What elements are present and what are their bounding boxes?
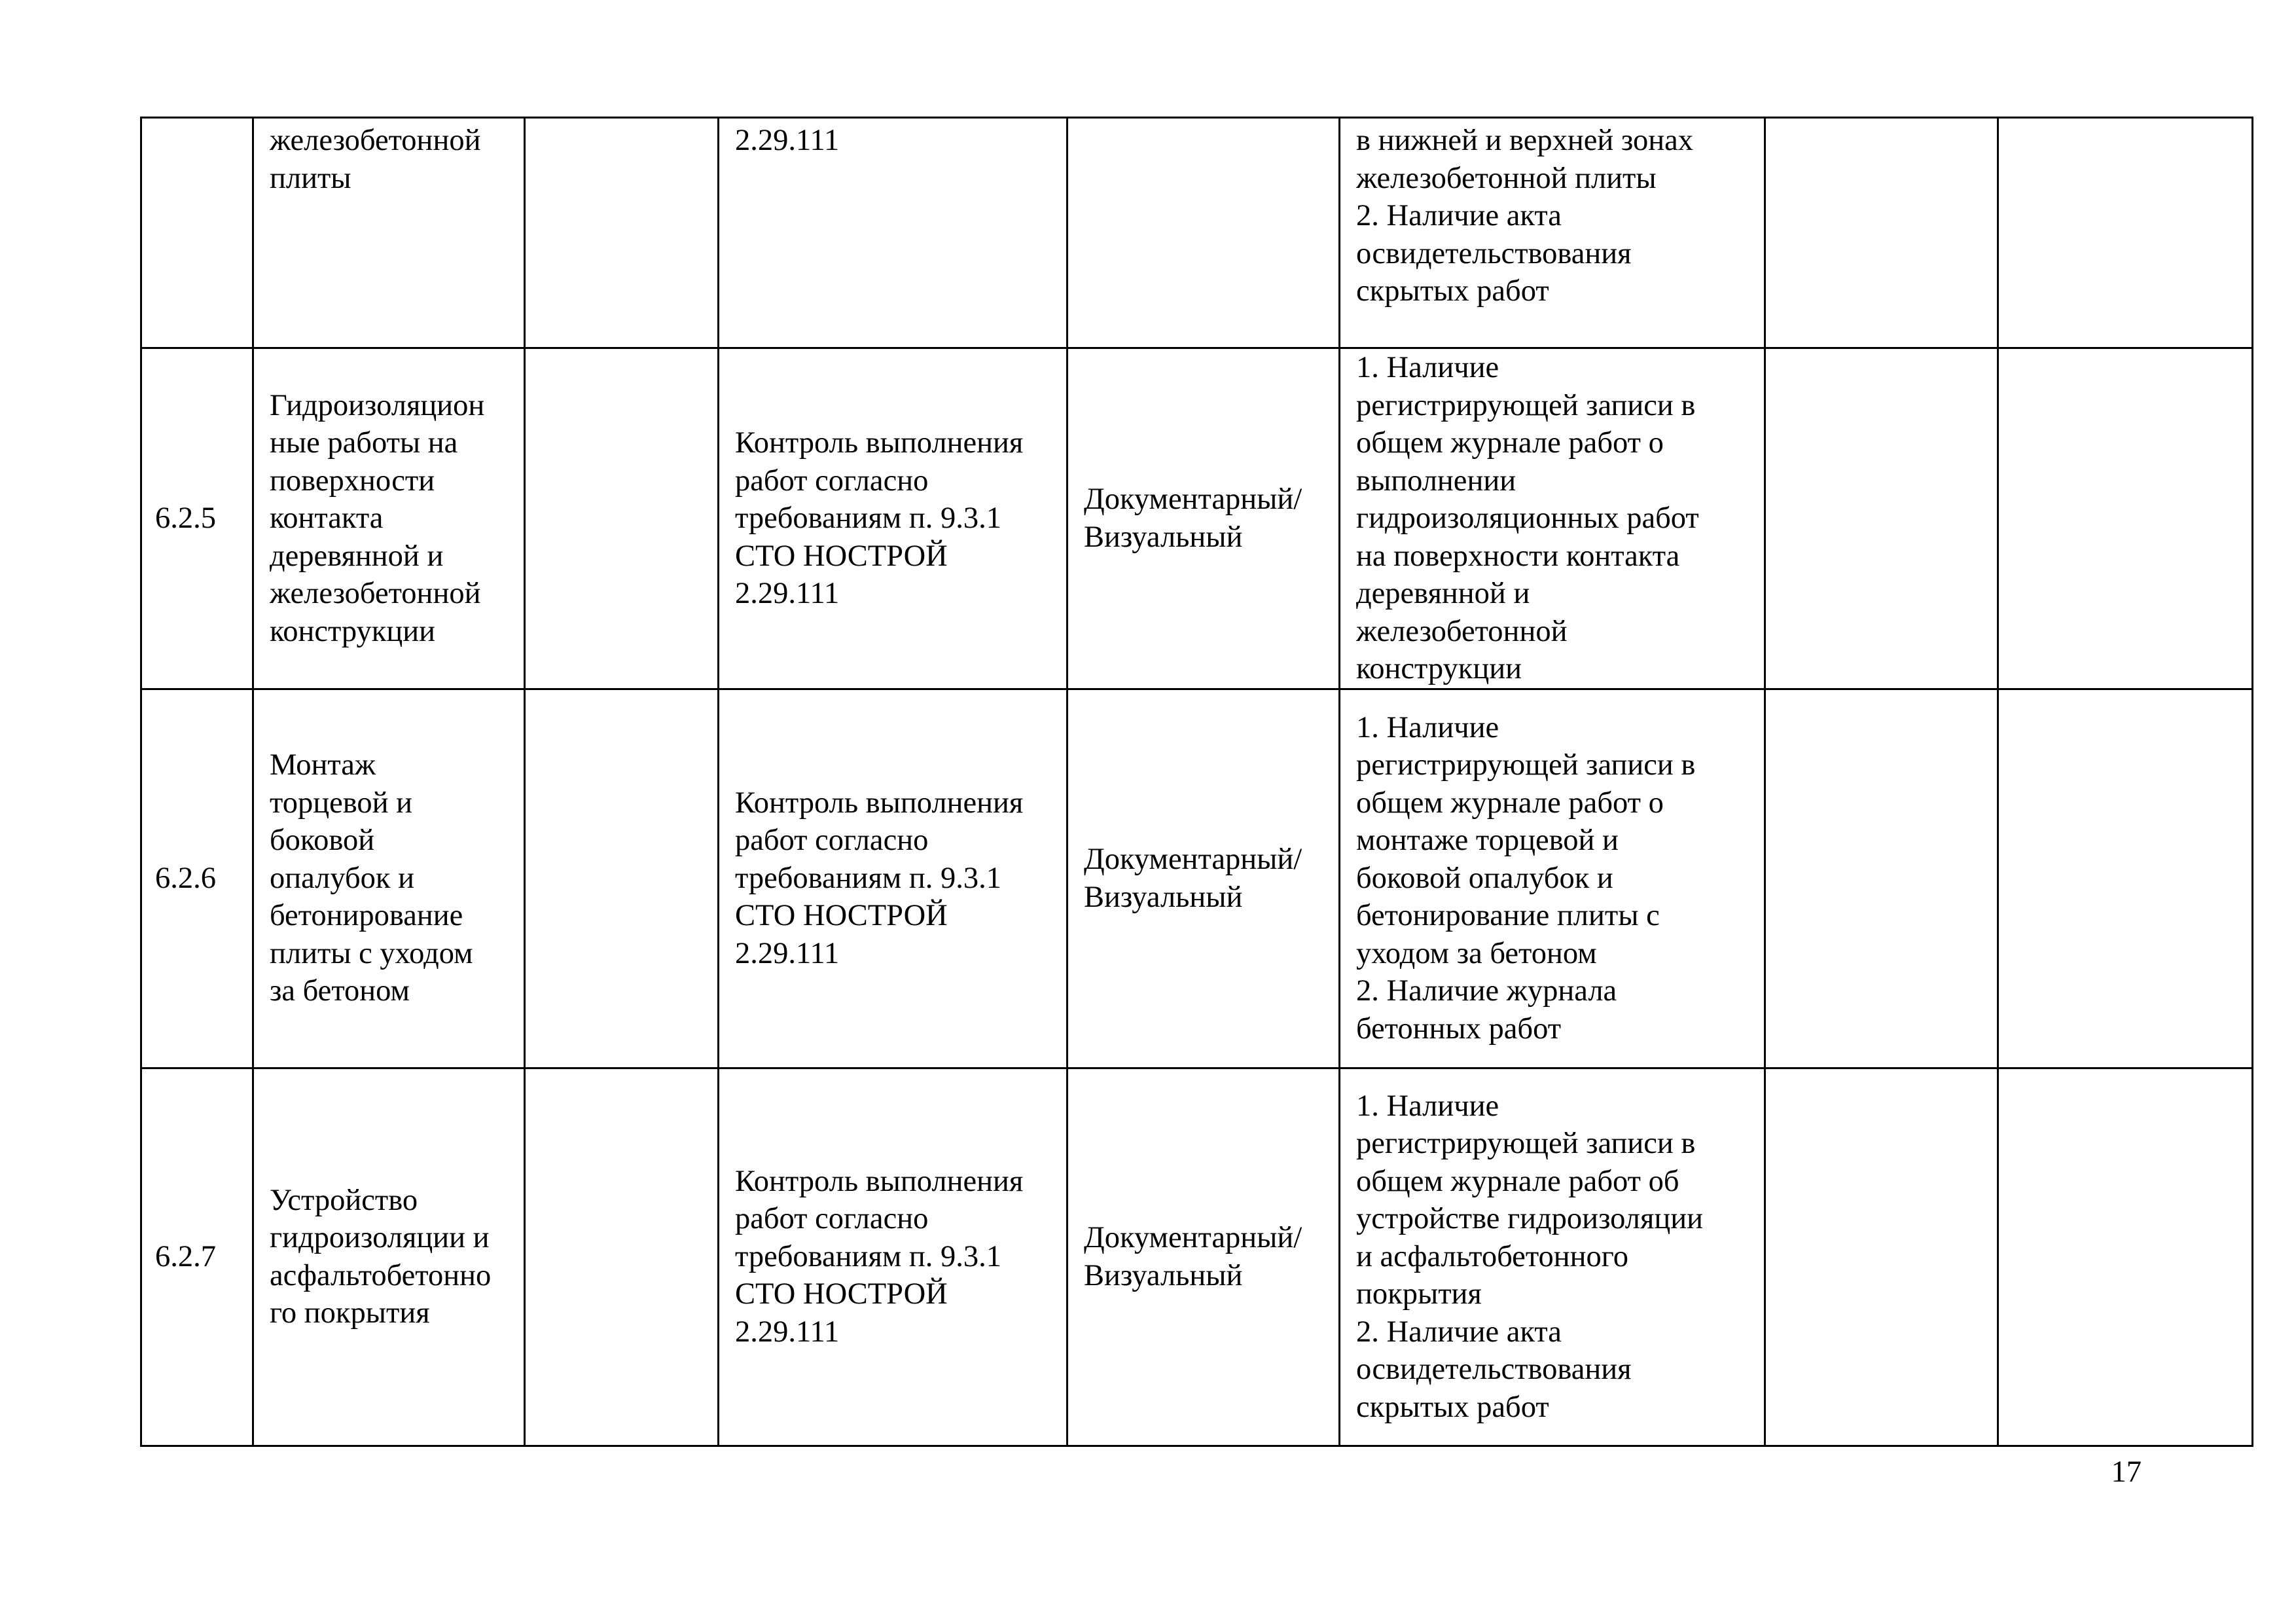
- empty-cell: [1765, 689, 1998, 1068]
- empty-cell: [1765, 1068, 1998, 1446]
- empty-cell: [525, 689, 719, 1068]
- table-row: [141, 118, 2253, 348]
- control-requirement: 2.29.111: [719, 118, 1067, 348]
- row-number: 6.2.7: [141, 1068, 253, 1446]
- row-number: 6.2.5: [141, 348, 253, 689]
- control-method: Документарный/ Визуальный: [1067, 348, 1340, 689]
- empty-cell: [525, 118, 719, 348]
- control-method: Документарный/ Визуальный: [1067, 689, 1340, 1068]
- work-name: Гидроизоляцион ные работы на поверхности контакта деревянной и железобетонной конструкции: [253, 348, 525, 689]
- control-result: 1. Наличие регистрирующей записи в общем журнале работ об устройстве гидроизоляции и асфальтобетонного покрытия 2. Наличие акта освидетельствования скрытых работ: [1340, 1068, 1765, 1446]
- table-row: [141, 1068, 2253, 1446]
- work-name: железобетонной плиты: [253, 118, 525, 348]
- row-number: [141, 118, 253, 348]
- control-requirement: Контроль выполнения работ согласно требованиям п. 9.3.1 СТО НОСТРОЙ 2.29.111: [719, 1068, 1067, 1446]
- empty-cell: [1998, 689, 2253, 1068]
- control-method: Документарный/ Визуальный: [1067, 1068, 1340, 1446]
- page-number: 17: [2111, 1455, 2142, 1489]
- work-name: Монтаж торцевой и боковой опалубок и бетонирование плиты с уходом за бетоном: [253, 689, 525, 1068]
- control-requirement: Контроль выполнения работ согласно требованиям п. 9.3.1 СТО НОСТРОЙ 2.29.111: [719, 689, 1067, 1068]
- empty-cell: [1998, 118, 2253, 348]
- work-name: Устройство гидроизоляции и асфальтобетонно го покрытия: [253, 1068, 525, 1446]
- empty-cell: [525, 1068, 719, 1446]
- control-result: 1. Наличие регистрирующей записи в общем журнале работ о монтаже торцевой и боковой опалубок и бетонирование плиты с уходом за бетоном 2. Наличие журнала бетонных работ: [1340, 689, 1765, 1068]
- inspection-table: [140, 117, 2253, 1447]
- control-method: [1067, 118, 1340, 348]
- empty-cell: [1765, 118, 1998, 348]
- control-result: 1. Наличие регистрирующей записи в общем журнале работ о выполнении гидроизоляционных работ на поверхности контакта деревянной и железобетонной конструкции: [1340, 348, 1765, 689]
- empty-cell: [1998, 1068, 2253, 1446]
- row-number: 6.2.6: [141, 689, 253, 1068]
- control-result: в нижней и верхней зонах железобетонной плиты 2. Наличие акта освидетельствования скрытых работ: [1340, 118, 1765, 348]
- empty-cell: [1998, 348, 2253, 689]
- empty-cell: [1765, 348, 1998, 689]
- table-row: [141, 348, 2253, 689]
- empty-cell: [525, 348, 719, 689]
- table-row: [141, 689, 2253, 1068]
- control-requirement: Контроль выполнения работ согласно требованиям п. 9.3.1 СТО НОСТРОЙ 2.29.111: [719, 348, 1067, 689]
